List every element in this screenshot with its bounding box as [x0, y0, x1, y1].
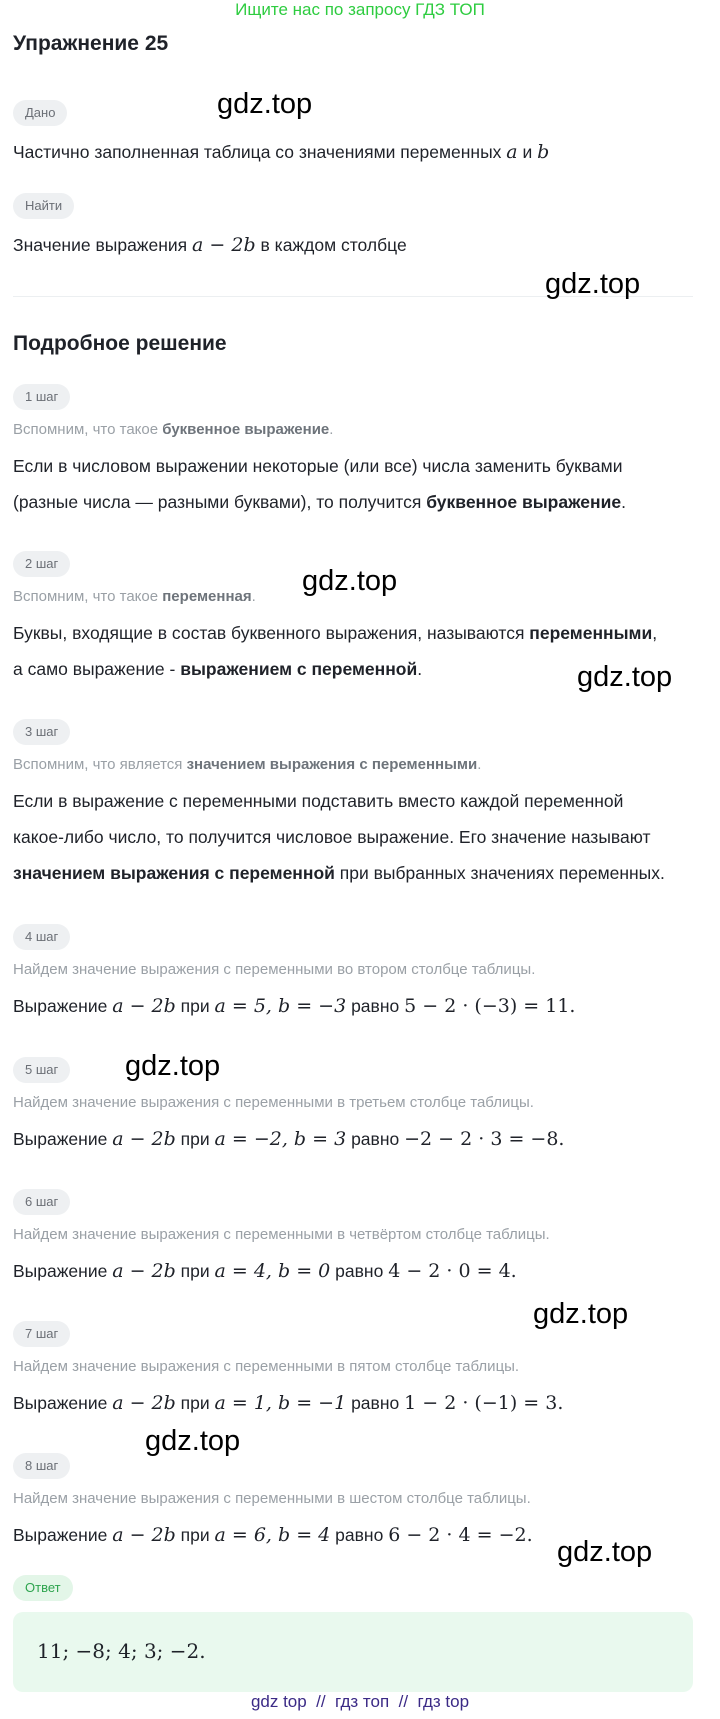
step-4-badge: 4 шаг [13, 924, 70, 950]
watermark: gdz.top [145, 1425, 241, 1457]
step-3-badge: 3 шаг [13, 719, 70, 745]
step-1-badge: 1 шаг [13, 384, 70, 410]
given-text: Частично заполненная таблица со значениями переменных a и b [13, 141, 550, 163]
given-label: Дано [13, 100, 67, 126]
step-7-hint: Найдем значение выражения с переменными в пятом столбце таблицы. [13, 1358, 520, 1375]
step-8-badge: 8 шаг [13, 1453, 70, 1479]
step-2-badge: 2 шаг [13, 551, 70, 577]
find-text: Значение выражения a − 2b в каждом столбце [13, 234, 407, 256]
step-5-hint: Найдем значение выражения с переменными в третьем столбце таблицы. [13, 1094, 534, 1111]
watermark: gdz.top [302, 565, 398, 597]
step-6-badge: 6 шаг [13, 1189, 70, 1215]
footer-links[interactable]: gdz top // гдз топ // гдз top [250, 1692, 470, 1711]
var-a: a [506, 141, 518, 163]
find-label: Найти [13, 193, 74, 219]
step-1-hint: Вспомним, что такое буквенное выражение. [13, 421, 334, 438]
search-banner: Ищите нас по запросу ГДЗ ТОП [235, 0, 485, 19]
answer-box [13, 1612, 693, 1692]
step-7-result: Выражение a − 2b при a = 1, b = −1 равно 1 − 2 · (−1) = 3. [13, 1392, 564, 1414]
step-8-hint: Найдем значение выражения с переменными в шестом столбце таблицы. [13, 1490, 531, 1507]
step-3-hint: Вспомним, что является значением выражения с переменными. [13, 756, 482, 773]
watermark: gdz.top [557, 1536, 653, 1568]
watermark: gdz.top [125, 1050, 221, 1082]
page-title: Упражнение 25 [13, 32, 169, 55]
step-2-text: Буквы, входящие в состав буквенного выражения, называются переменными, а само выражение - выражением с переменной. [13, 623, 658, 679]
watermark: gdz.top [545, 268, 641, 300]
step-8-result: Выражение a − 2b при a = 6, b = 4 равно 6 − 2 · 4 = −2. [13, 1524, 533, 1546]
step-5-result: Выражение a − 2b при a = −2, b = 3 равно −2 − 2 · 3 = −8. [13, 1128, 565, 1150]
step-7-badge: 7 шаг [13, 1321, 70, 1347]
step-3-text: Если в выражение с переменными подставить вместо каждой переменной какое-либо число, то получится числовое выражение. Его значение называют значением выражения с переменной при выбранных значениях переменных. [13, 791, 665, 883]
find-badge [13, 193, 74, 219]
answer-badge: Ответ [13, 1575, 73, 1601]
step-4-hint: Найдем значение выражения с переменными во втором столбце таблицы. [13, 961, 536, 978]
solution-title: Подробное решение [13, 332, 227, 355]
watermark: gdz.top [217, 88, 313, 120]
step-5-badge: 5 шаг [13, 1057, 70, 1083]
answer-value: 11; −8; 4; 3; −2. [37, 1639, 206, 1663]
var-b: b [537, 141, 550, 163]
find-expression: a − 2b [192, 234, 256, 256]
watermark: gdz.top [577, 661, 673, 693]
step-6-result: Выражение a − 2b при a = 4, b = 0 равно 4 − 2 · 0 = 4. [13, 1260, 517, 1282]
step-6-hint: Найдем значение выражения с переменными в четвёртом столбце таблицы. [13, 1226, 550, 1243]
given-badge [13, 100, 67, 126]
watermark: gdz.top [533, 1298, 629, 1330]
step-1-text: Если в числовом выражении некоторые (или все) числа заменить буквами (разные числа — разными буквами), то получится буквенное выражение. [13, 456, 626, 512]
step-4-result: Выражение a − 2b при a = 5, b = −3 равно 5 − 2 · (−3) = 11. [13, 995, 576, 1017]
step-2-hint: Вспомним, что такое переменная. [13, 588, 256, 605]
